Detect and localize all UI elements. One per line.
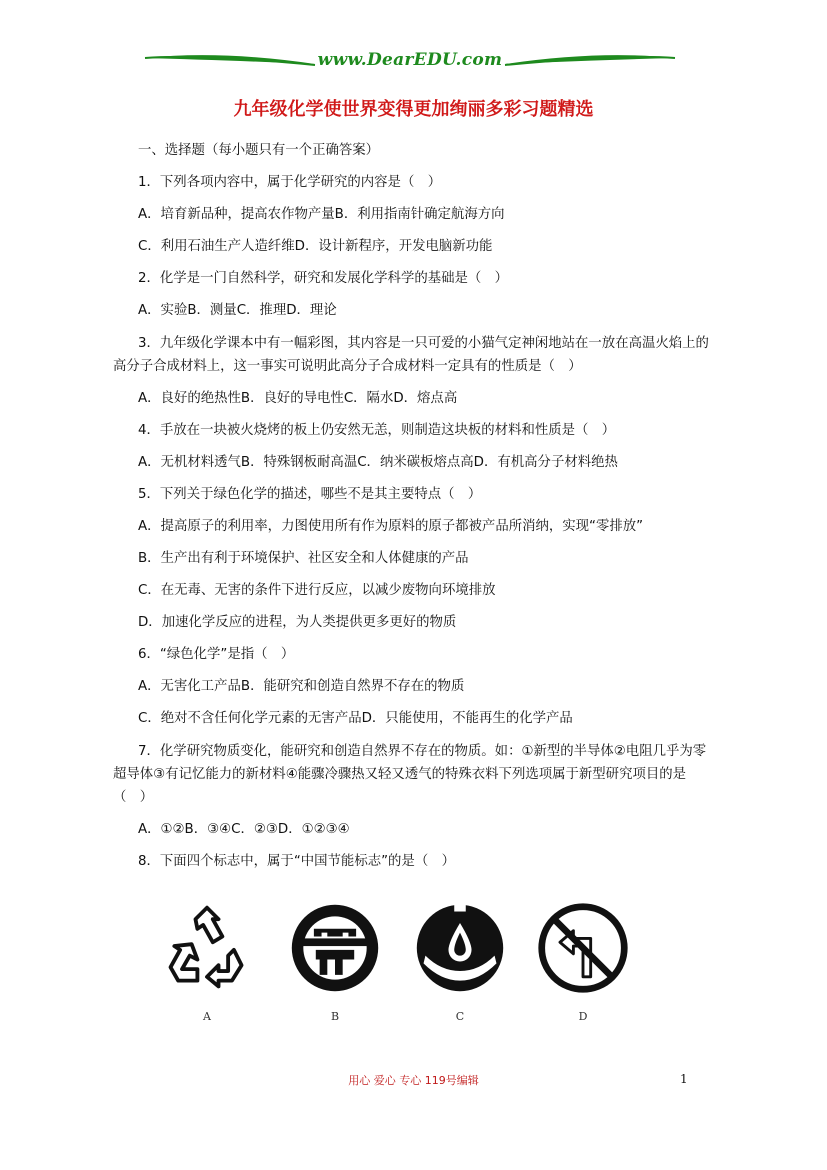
recycle-icon [159, 900, 255, 996]
energy-saving-icon [287, 900, 383, 996]
symbol-d-label: D [578, 1010, 588, 1023]
question-8-stem: 8．下面四个标志中，属于“中国节能标志”的是（ ） [138, 854, 455, 869]
question-3-options: A．良好的绝热性B．良好的导电性C．隔水D．熔点高 [138, 391, 458, 406]
question-5-option-c: C．在无毒、无害的条件下进行反应，以减少废物向环境排放 [138, 583, 496, 598]
symbol-b [285, 900, 385, 1023]
question-6-options-cd: C．绝对不含任何化学元素的无害产品D．只能使用，不能再生的化学产品 [138, 711, 573, 726]
question-5-option-a: A．提高原子的利用率，力图使用所有作为原料的原子都被产品所消纳，实现“零排放” [138, 519, 644, 534]
water-saving-icon [412, 900, 508, 996]
question-5-stem: 5．下列关于绿色化学的描述，哪些不是其主要特点（ ） [138, 487, 482, 502]
question-6-stem: 6．“绿色化学”是指（ ） [138, 647, 295, 662]
symbol-options [0, 900, 827, 1040]
question-2-options: A．实验B．测量C．推理D．理论 [138, 303, 337, 318]
question-6-options-ab: A．无害化工产品B．能研究和创造自然界不存在的物质 [138, 679, 465, 694]
symbol-a [157, 900, 257, 1023]
question-2-stem: 2．化学是一门自然科学，研究和发展化学科学的基础是（ ） [138, 271, 509, 286]
symbol-b-label: B [330, 1010, 340, 1023]
question-1-stem: 1．下列各项内容中，属于化学研究的内容是（ ） [138, 175, 442, 190]
page-title: 九年级化学使世界变得更加绚丽多彩习题精选 [233, 99, 594, 120]
site-name: www.DearEDU.com [317, 50, 503, 70]
question-7-options: A．①②B．③④C．②③D．①②③④ [138, 822, 350, 837]
question-3-stem: 3．九年级化学课本中有一幅彩图，其内容是一只可爱的小猫气定神闲地站在一放在高温火焰上的高分子合成材料上，这一事实可说明此高分子合成材料一定具有的性质是（ ） [113, 336, 709, 374]
question-1-options-ab: A．培育新品种，提高农作物产量B．利用指南针确定航海方向 [138, 207, 505, 222]
question-list [113, 140, 718, 883]
page-number: 1 [680, 1072, 688, 1086]
symbol-a-label: A [203, 1010, 211, 1023]
question-7-stem: 7．化学研究物质变化，能研究和创造自然界不存在的物质。如：①新型的半导体②电阻几乎为零超导体③有记忆能力的新材料④能骤冷骤热又轻又透气的特殊衣料下列选项属于新型研究项目的是（ ） [113, 744, 707, 805]
site-header [140, 48, 680, 78]
question-5-option-b: B．生产出有利于环境保护、社区安全和人体健康的产品 [138, 551, 469, 566]
no-left-turn-icon [535, 900, 631, 996]
section-heading: 一、选择题（每小题只有一个正确答案） [138, 143, 380, 158]
question-4-stem: 4．手放在一块被火烧烤的板上仍安然无恙，则制造这块板的材料和性质是（ ） [138, 423, 616, 438]
symbol-c-label: C [455, 1010, 465, 1023]
symbol-c [410, 900, 510, 1023]
footer-text: 用心 爱心 专心 119号编辑 [348, 1074, 479, 1087]
question-1-options-cd: C．利用石油生产人造纤维D．设计新程序，开发电脑新功能 [138, 239, 493, 254]
symbol-d [533, 900, 633, 1023]
question-5-option-d: D．加速化学反应的进程，为人类提供更多更好的物质 [138, 615, 457, 630]
question-4-options: A．无机材料透气B．特殊钢板耐高温C．纳米碳板熔点高D．有机高分子材料绝热 [138, 455, 618, 470]
